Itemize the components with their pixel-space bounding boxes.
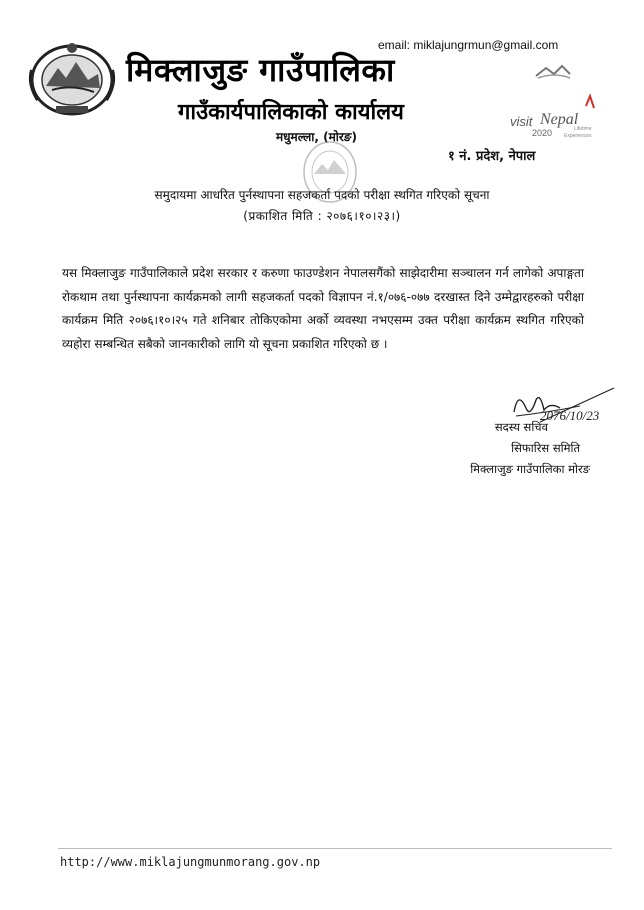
email-address[interactable]: email: miklajungrmun@gmail.com [378,38,559,52]
published-date: (प्रकाशित मिति : २०७६।१०।२३।) [243,209,401,223]
svg-text:2076/10/23: 2076/10/23 [540,408,600,423]
svg-text:visit: visit [510,114,533,129]
committee-name: सिफारिस समिति [511,441,580,455]
signatory-office: मिक्लाजुङ गाउँपालिका मोरङ [470,462,590,476]
svg-text:2020: 2020 [532,128,553,138]
footer-divider [58,848,612,849]
municipality-title: मिक्लाजुङ गाउँपालिका [126,51,395,89]
notice-body: यस मिक्लाजुङ गाउँपालिकाले प्रदेश सरकार र करुणा फाउण्डेशन नेपालसगैंको साझेदारीमा सञ्चालन गर्न लागेको अपाङ्गता रोकथाम तथा पुर्नस्थापना कार्यक्रमको लागी सहजकर्ता पदको विज्ञापन नं.१/०७६-०७७ दरखास्त दिने उम्मेद्वारहरुको परीक्षा कार्यक्रम मिति २०७६।१०।२५ गते शनिबार तोकिएकोमा अर्को व्यवस्था नभएसम्म उक्त परीक्षा कार्यक्रम स्थगित गरिएको व्यहोरा सम्बन्धित सबैको जानकारीको लागि यो सूचना प्रकाशित गरिएको छ । [62,266,584,351]
notice-title: समुदायमा आधरित पुर्नस्थापना सहजकर्ता पदको परीक्षा स्थगित गरिएको सूचना [154,188,490,202]
website-link[interactable]: http://www.miklajungmunmorang.gov.np [60,855,321,869]
government-emblem-icon [26,40,118,120]
province-label: १ नं. प्रदेश, नेपाल [448,149,536,164]
signatory-title: सदस्य सचिव [494,420,548,434]
office-address: मधुमल्ला, (मोरङ) [276,130,357,144]
office-subtitle: गाउँकार्यपालिकाको कार्यालय [178,100,404,125]
svg-text:Experiences: Experiences [564,133,592,139]
visit-nepal-logo [508,62,608,142]
svg-text:Nepal: Nepal [540,111,579,128]
svg-text:Lifetime: Lifetime [574,126,592,132]
mountain-icon [536,66,570,78]
